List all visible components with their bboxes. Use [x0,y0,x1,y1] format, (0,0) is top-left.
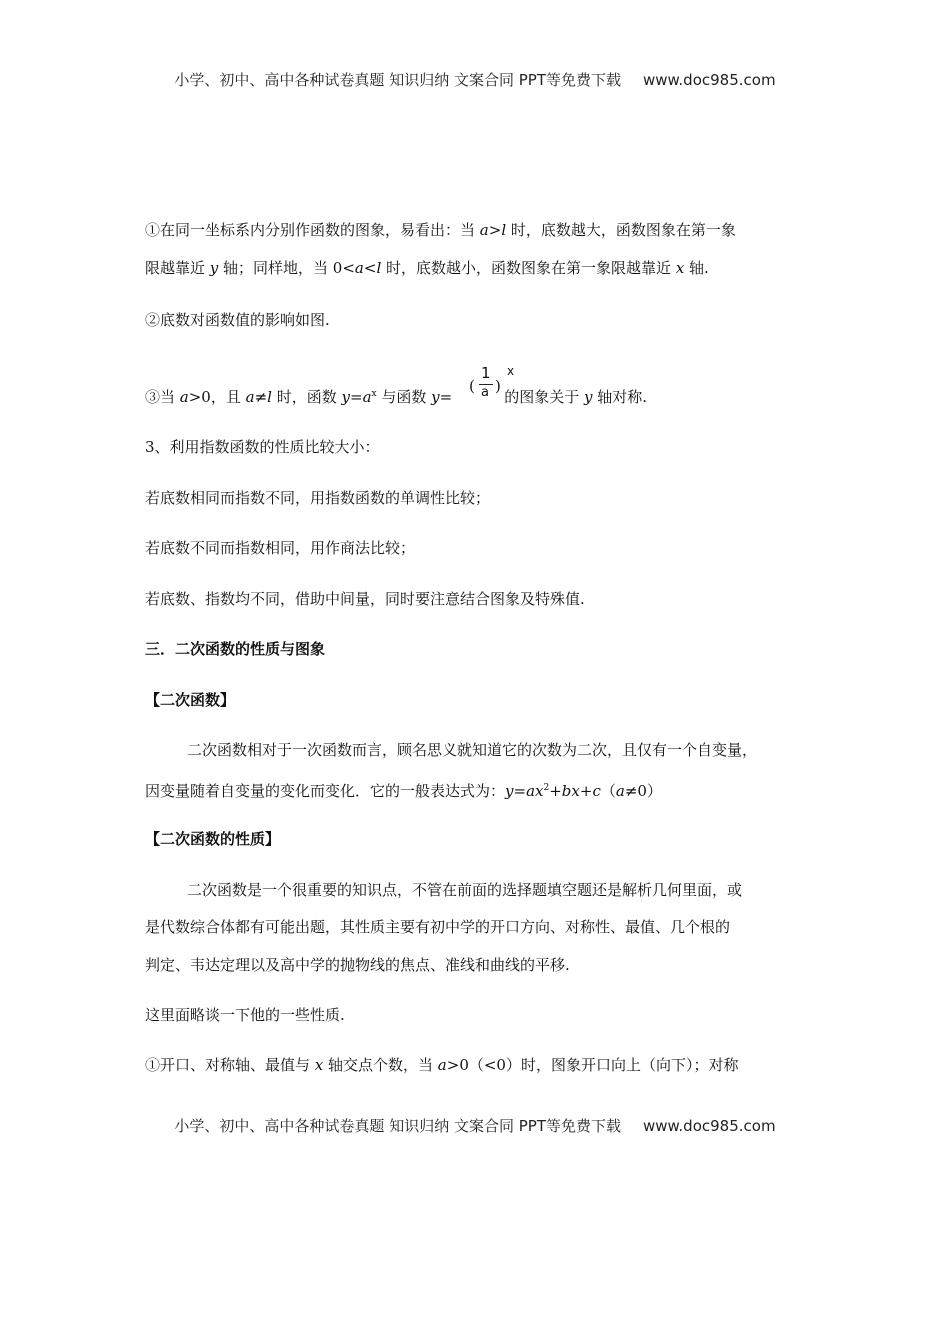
paragraph-5: 若底数相同而指数不同，用指数函数的单调性比较； [145,489,491,507]
paragraph-2: ②底数对函数值的影响如图. [145,311,330,329]
paragraph-8a: 二次函数相对于一次函数而言，顾名思义就知道它的次数为二次，且仅有一个自变量， [187,741,758,759]
subheading-quadratic-properties: 【二次函数的性质】 [145,830,281,848]
frac-close-paren: ) [495,377,501,395]
subheading-quadratic: 【二次函数】 [145,691,236,709]
paragraph-10: 这里面略谈一下他的一些性质. [145,1006,345,1024]
frac-exponent: x [507,364,515,378]
paragraph-7: 若底数、指数均不同，借助中间量，同时要注意结合图象及特殊值. [145,590,585,608]
footer-url[interactable]: www.doc985.com [642,1117,776,1135]
paragraph-1a: ①在同一坐标系内分别作函数的图象，易看出：当 a>l 时，底数越大，函数图象在第一象 [145,221,736,239]
frac-numerator: 1 [481,364,491,382]
page-footer [0,1115,950,1136]
paragraph-1b: 限越靠近 y 轴；同样地，当 0<a<l 时，底数越小，函数图象在第一象限越靠近 x 轴. [145,259,709,277]
paragraph-8b: 因变量随着自变量的变化而变化．它的一般表达式为：$y=ax^2+bx+c(a\ne 0)$ [145,782,662,800]
paragraph-9a: 二次函数是一个很重要的知识点，不管在前面的选择题填空题还是解析几何里面，或 [187,881,743,899]
paragraph-9b: 是代数综合体都有可能出题，其性质主要有初中学的开口方向、对称性、最值、几个根的 [145,918,731,936]
paragraph-4: 3、利用指数函数的性质比较大小： [145,438,380,456]
paragraph-3: ③当 a>0，且 a≠l 时，函数 $y=a^x$ 与函数 y= 的图象关于 y 轴对称. [145,388,648,406]
frac-denominator: a [481,385,489,400]
section-heading-3: 三．二次函数的性质与图象 [145,640,326,658]
header-text: 小学、初中、高中各种试卷真题 知识归纳 文案合同 PPT等免费下载 [174,71,621,89]
paragraph-11: ①开口、对称轴、最值与 x 轴交点个数，当 a>0（<0）时，图象开口向上（向下）；对称 [145,1056,739,1074]
paragraph-6: 若底数不同而指数相同，用作商法比较； [145,539,416,557]
frac-open-paren: ( [469,377,475,395]
header-url[interactable]: www.doc985.com [642,71,776,89]
footer-text: 小学、初中、高中各种试卷真题 知识归纳 文案合同 PPT等免费下载 [174,1117,621,1135]
paragraph-9c: 判定、韦达定理以及高中学的抛物线的焦点、准线和曲线的平移. [145,956,570,974]
fraction-1-over-a-power-x [467,364,527,404]
page-header [0,69,950,90]
